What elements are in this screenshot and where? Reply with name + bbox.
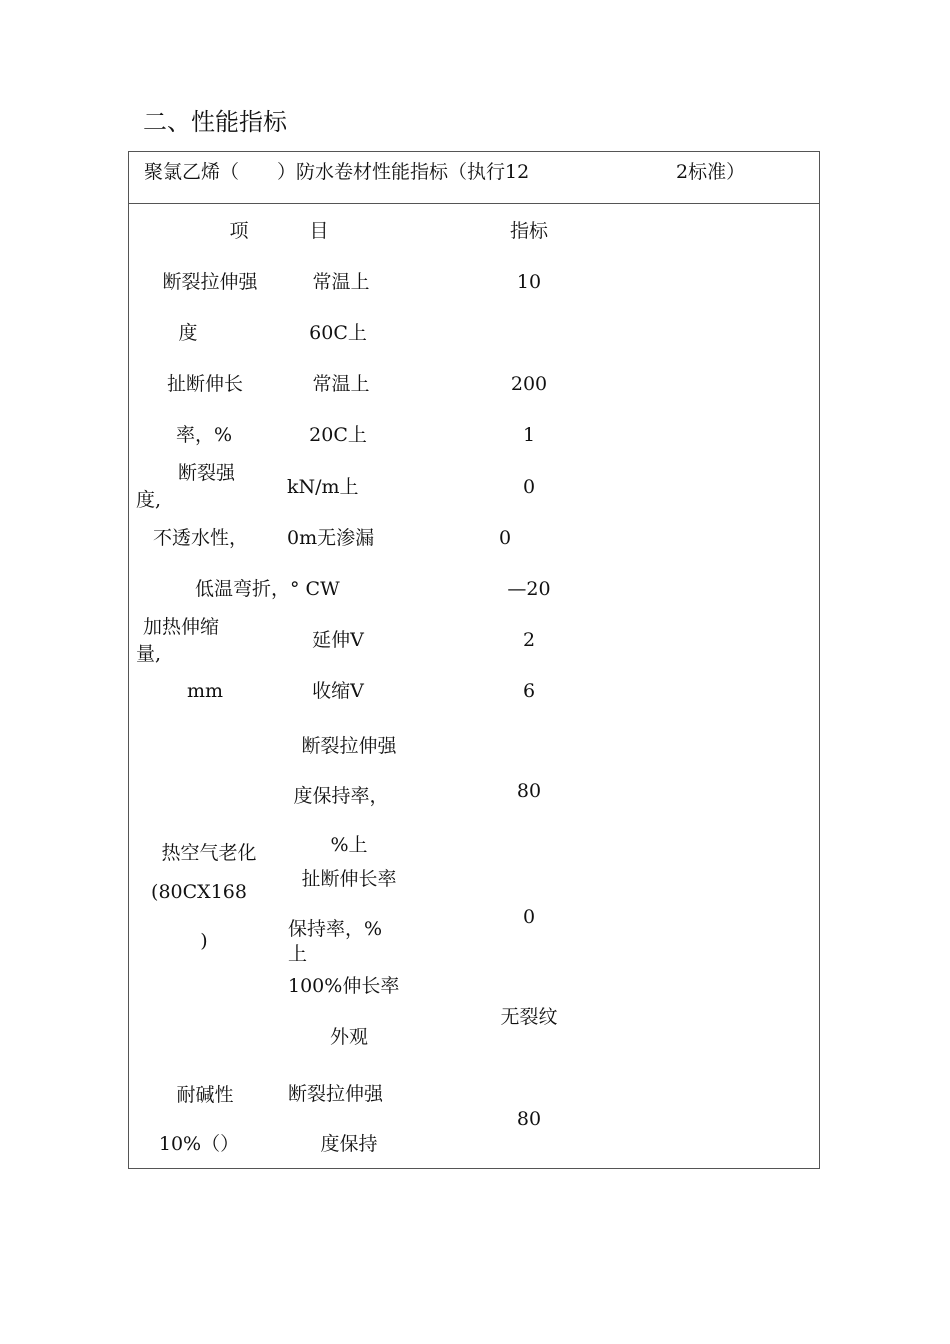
r10-sub-b: 度保持率， xyxy=(293,785,389,807)
r1-val: 10 xyxy=(516,271,542,293)
r4-name: 率，% xyxy=(175,424,233,446)
r9-name: mm xyxy=(186,680,224,702)
r5-name-a: 断裂强 xyxy=(178,462,236,484)
r1-name: 断裂拉伸强 xyxy=(162,271,258,293)
header-item-b: 目 xyxy=(309,220,329,242)
r10-sub-c: %上 xyxy=(330,834,368,856)
r13-sub-a: 断裂拉伸强 xyxy=(288,1083,384,1105)
r5-name-b: 度, xyxy=(136,489,162,511)
r2-sub: 60C上 xyxy=(309,322,367,344)
r10-name-b: (80CX168 xyxy=(151,881,247,903)
r8-sub: 延伸V xyxy=(312,629,364,651)
r11-sub-c: 上 xyxy=(288,943,308,965)
table-title-left: 聚氯乙烯（ ）防水卷材性能指标（执行12 xyxy=(144,161,530,183)
r7-val: —20 xyxy=(507,578,551,600)
r6-name: 不透水性， xyxy=(153,527,249,549)
r12-val: 无裂纹 xyxy=(500,1006,558,1028)
r13-name-a: 耐碱性 xyxy=(176,1084,234,1106)
r13-val: 80 xyxy=(516,1108,542,1130)
r6-val: 0 xyxy=(499,527,512,549)
r11-sub-a: 扯断伸长率 xyxy=(301,868,397,890)
r8-val: 2 xyxy=(522,629,536,651)
r12-sub-a: 100%伸长率 xyxy=(288,975,400,997)
r13-sub-b: 度保持 xyxy=(320,1133,378,1155)
r4-val: 1 xyxy=(522,424,536,446)
r6-sub: 0m无渗漏 xyxy=(287,527,375,549)
r4-sub: 20C上 xyxy=(309,424,367,446)
r12-sub-b: 外观 xyxy=(329,1026,369,1048)
r3-name: 扯断伸长 xyxy=(166,373,244,395)
r5-sub: kN/m上 xyxy=(287,476,359,498)
r3-sub: 常温上 xyxy=(312,373,370,395)
header-item-a: 项 xyxy=(229,220,249,242)
r3-val: 200 xyxy=(510,373,548,395)
r8-name-b: 量, xyxy=(136,643,162,665)
spec-table xyxy=(128,151,820,1169)
r13-name-b: 10%（） xyxy=(158,1133,240,1155)
r11-sub-b: 保持率，% xyxy=(288,918,383,940)
header-value: 指标 xyxy=(509,220,549,242)
r9-val: 6 xyxy=(522,680,536,702)
r2-name: 度 xyxy=(178,322,198,344)
table-title-right: 2标准） xyxy=(676,161,746,183)
r11-val: 0 xyxy=(522,906,536,928)
r8-name-a: 加热伸缩 xyxy=(143,616,220,638)
section-heading: 二、性能指标 xyxy=(143,108,287,136)
r10-name-c: ) xyxy=(200,930,208,952)
table-header-divider xyxy=(128,203,820,204)
r7-name: 低温弯折，° CW xyxy=(195,578,340,600)
r5-val: 0 xyxy=(522,476,536,498)
r10-sub-a: 断裂拉伸强 xyxy=(301,735,397,757)
r10-name-a: 热空气老化 xyxy=(161,842,257,864)
r9-sub: 收缩V xyxy=(312,680,364,702)
r1-sub: 常温上 xyxy=(312,271,370,293)
r10-val: 80 xyxy=(516,780,542,802)
